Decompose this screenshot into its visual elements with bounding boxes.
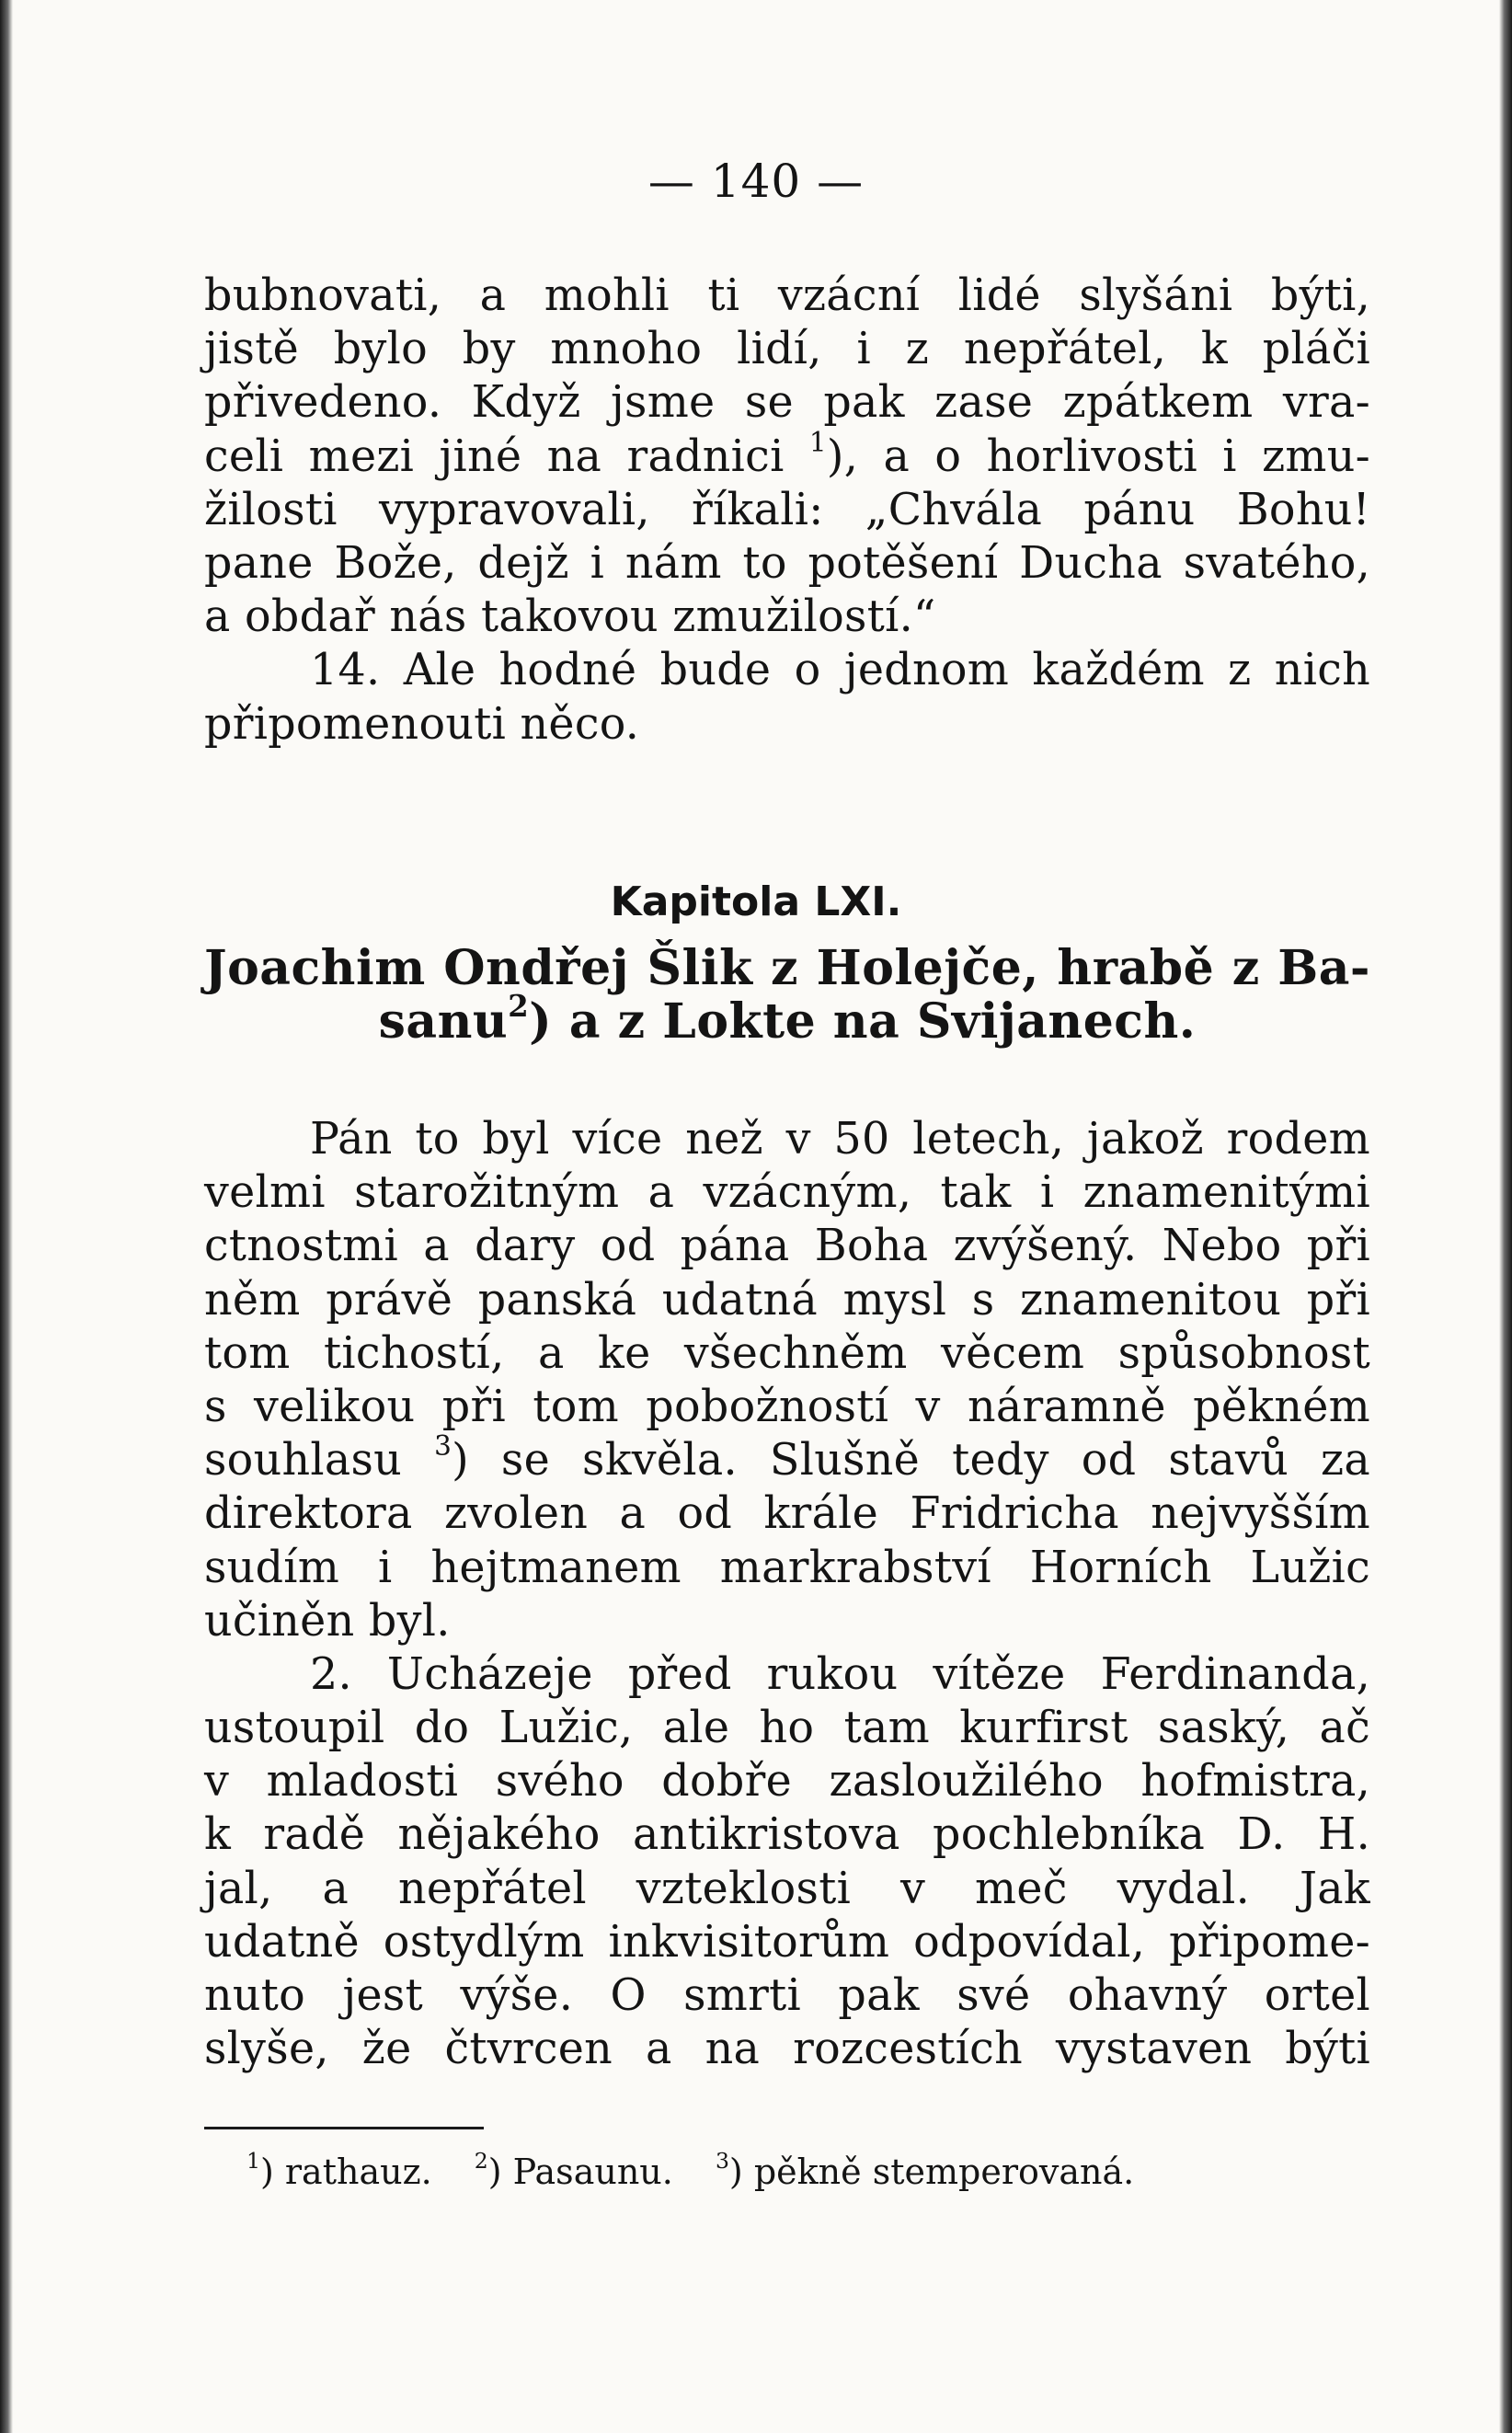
scan-edge-left — [0, 0, 13, 2433]
text-fragment: souhlasu — [204, 1435, 403, 1486]
text-line: připomenouti něco. — [204, 698, 640, 750]
text-line: Pán to byl více než v 50 letech, jakož rodem — [310, 1114, 1370, 1165]
text-line: žilosti vypravovali, říkali: „Chvála pánu Bohu! — [204, 484, 1370, 535]
chapter-title — [204, 940, 1370, 1050]
footnote-1 — [246, 2148, 432, 2192]
text-line: bubnovati, a mohli ti vzácní lidé slyšáni býti, — [204, 270, 1370, 321]
text-line — [204, 1429, 1370, 1487]
text-line: přivedeno. Když jsme se pak zase zpátkem vra- — [204, 377, 1370, 429]
text-line: k radě nějakého antikristova pochlebníka D. H. — [204, 1809, 1370, 1861]
footnote-3 — [715, 2148, 1135, 2192]
footnote-ref-2: 2 — [508, 988, 530, 1024]
footnote-divider — [204, 2127, 484, 2129]
text-line — [204, 426, 1371, 484]
text-line: 14. Ale hodné bude o jednom každém z nich — [310, 645, 1370, 696]
text-line: ustoupil do Lužic, ale ho tam kurfirst saský, ač — [204, 1703, 1370, 1754]
footnote-mark: 2 — [474, 2148, 488, 2175]
footnote-2 — [474, 2148, 673, 2192]
scan-edge-right — [1499, 0, 1512, 2433]
footnote-text: ) pěkně stemperovaná. — [728, 2152, 1135, 2192]
text-line: udatně ostydlým inkvisitorům odpovídal, připome- — [204, 1916, 1370, 1968]
text-line: něm právě panská udatná mysl s znamenitou při — [204, 1274, 1370, 1326]
footnote-ref-1: 1 — [808, 426, 827, 458]
footnote-text: ) rathauz. — [259, 2152, 432, 2192]
text-line: nuto jest výše. O smrti pak své ohavný ortel — [204, 1970, 1370, 2021]
text-line: pane Bože, dejž i nám to potěšení Ducha svatého, — [204, 537, 1370, 589]
text-line: s velikou při tom pobožností v náramně pěkném — [204, 1381, 1370, 1432]
text-line: tom tichostí, a ke všechněm věcem spůsobnost — [204, 1327, 1370, 1379]
chapter-title-line-1: Joachim Ondřej Šlik z Holejče, hrabě z Ba- — [204, 940, 1370, 996]
chapter-label: Kapitola LXI. — [610, 878, 902, 925]
text-fragment: ), a o horlivosti i zmu- — [826, 430, 1371, 482]
paragraph-block-1 — [204, 270, 1370, 752]
text-line: jistě bylo by mnoho lidí, i z nepřátel, k pláči — [204, 324, 1370, 375]
text-line: jal, a nepřátel vzteklosti v meč vydal. Jak — [204, 1863, 1370, 1914]
footnote-text: ) Pasaunu. — [487, 2152, 673, 2192]
text-line: sudím i hejtmanem markrabství Horních Lužic — [204, 1542, 1370, 1593]
footnote-mark: 3 — [715, 2148, 729, 2175]
footnote-mark: 1 — [246, 2148, 260, 2175]
footnotes — [246, 2147, 1165, 2197]
text-line: 2. Ucházeje před rukou vítěze Ferdinanda, — [310, 1648, 1370, 1700]
text-line: slyše, že čtvrcen a na rozcestích vystaven býti — [204, 2024, 1370, 2075]
text-fragment: ) a z Lokte na Svijanech. — [529, 993, 1197, 1050]
chapter-title-line-2 — [204, 988, 1370, 1050]
text-line: velmi starožitným a vzácným, tak i znamenitými — [204, 1167, 1370, 1219]
text-line: v mladosti svého dobře zasloužilého hofmistra, — [204, 1756, 1370, 1808]
text-fragment: celi mezi jiné na radnici — [204, 430, 785, 482]
text-line: učiněn byl. — [204, 1595, 451, 1647]
page-number: — 140 — — [647, 155, 865, 208]
text-fragment: ) se skvěla. Slušně tedy od stavů za — [452, 1435, 1370, 1486]
text-fragment: sanu — [378, 993, 509, 1050]
text-line: direktora zvolen a od krále Fridricha nejvyšším — [204, 1488, 1370, 1540]
footnote-ref-3: 3 — [434, 1429, 452, 1462]
text-line: a obdař nás takovou zmužilostí.“ — [204, 591, 936, 643]
paragraph-block-2 — [204, 1113, 1370, 2076]
text-line: ctnostmi a dary od pána Boha zvýšený. Nebo při — [204, 1221, 1370, 1272]
